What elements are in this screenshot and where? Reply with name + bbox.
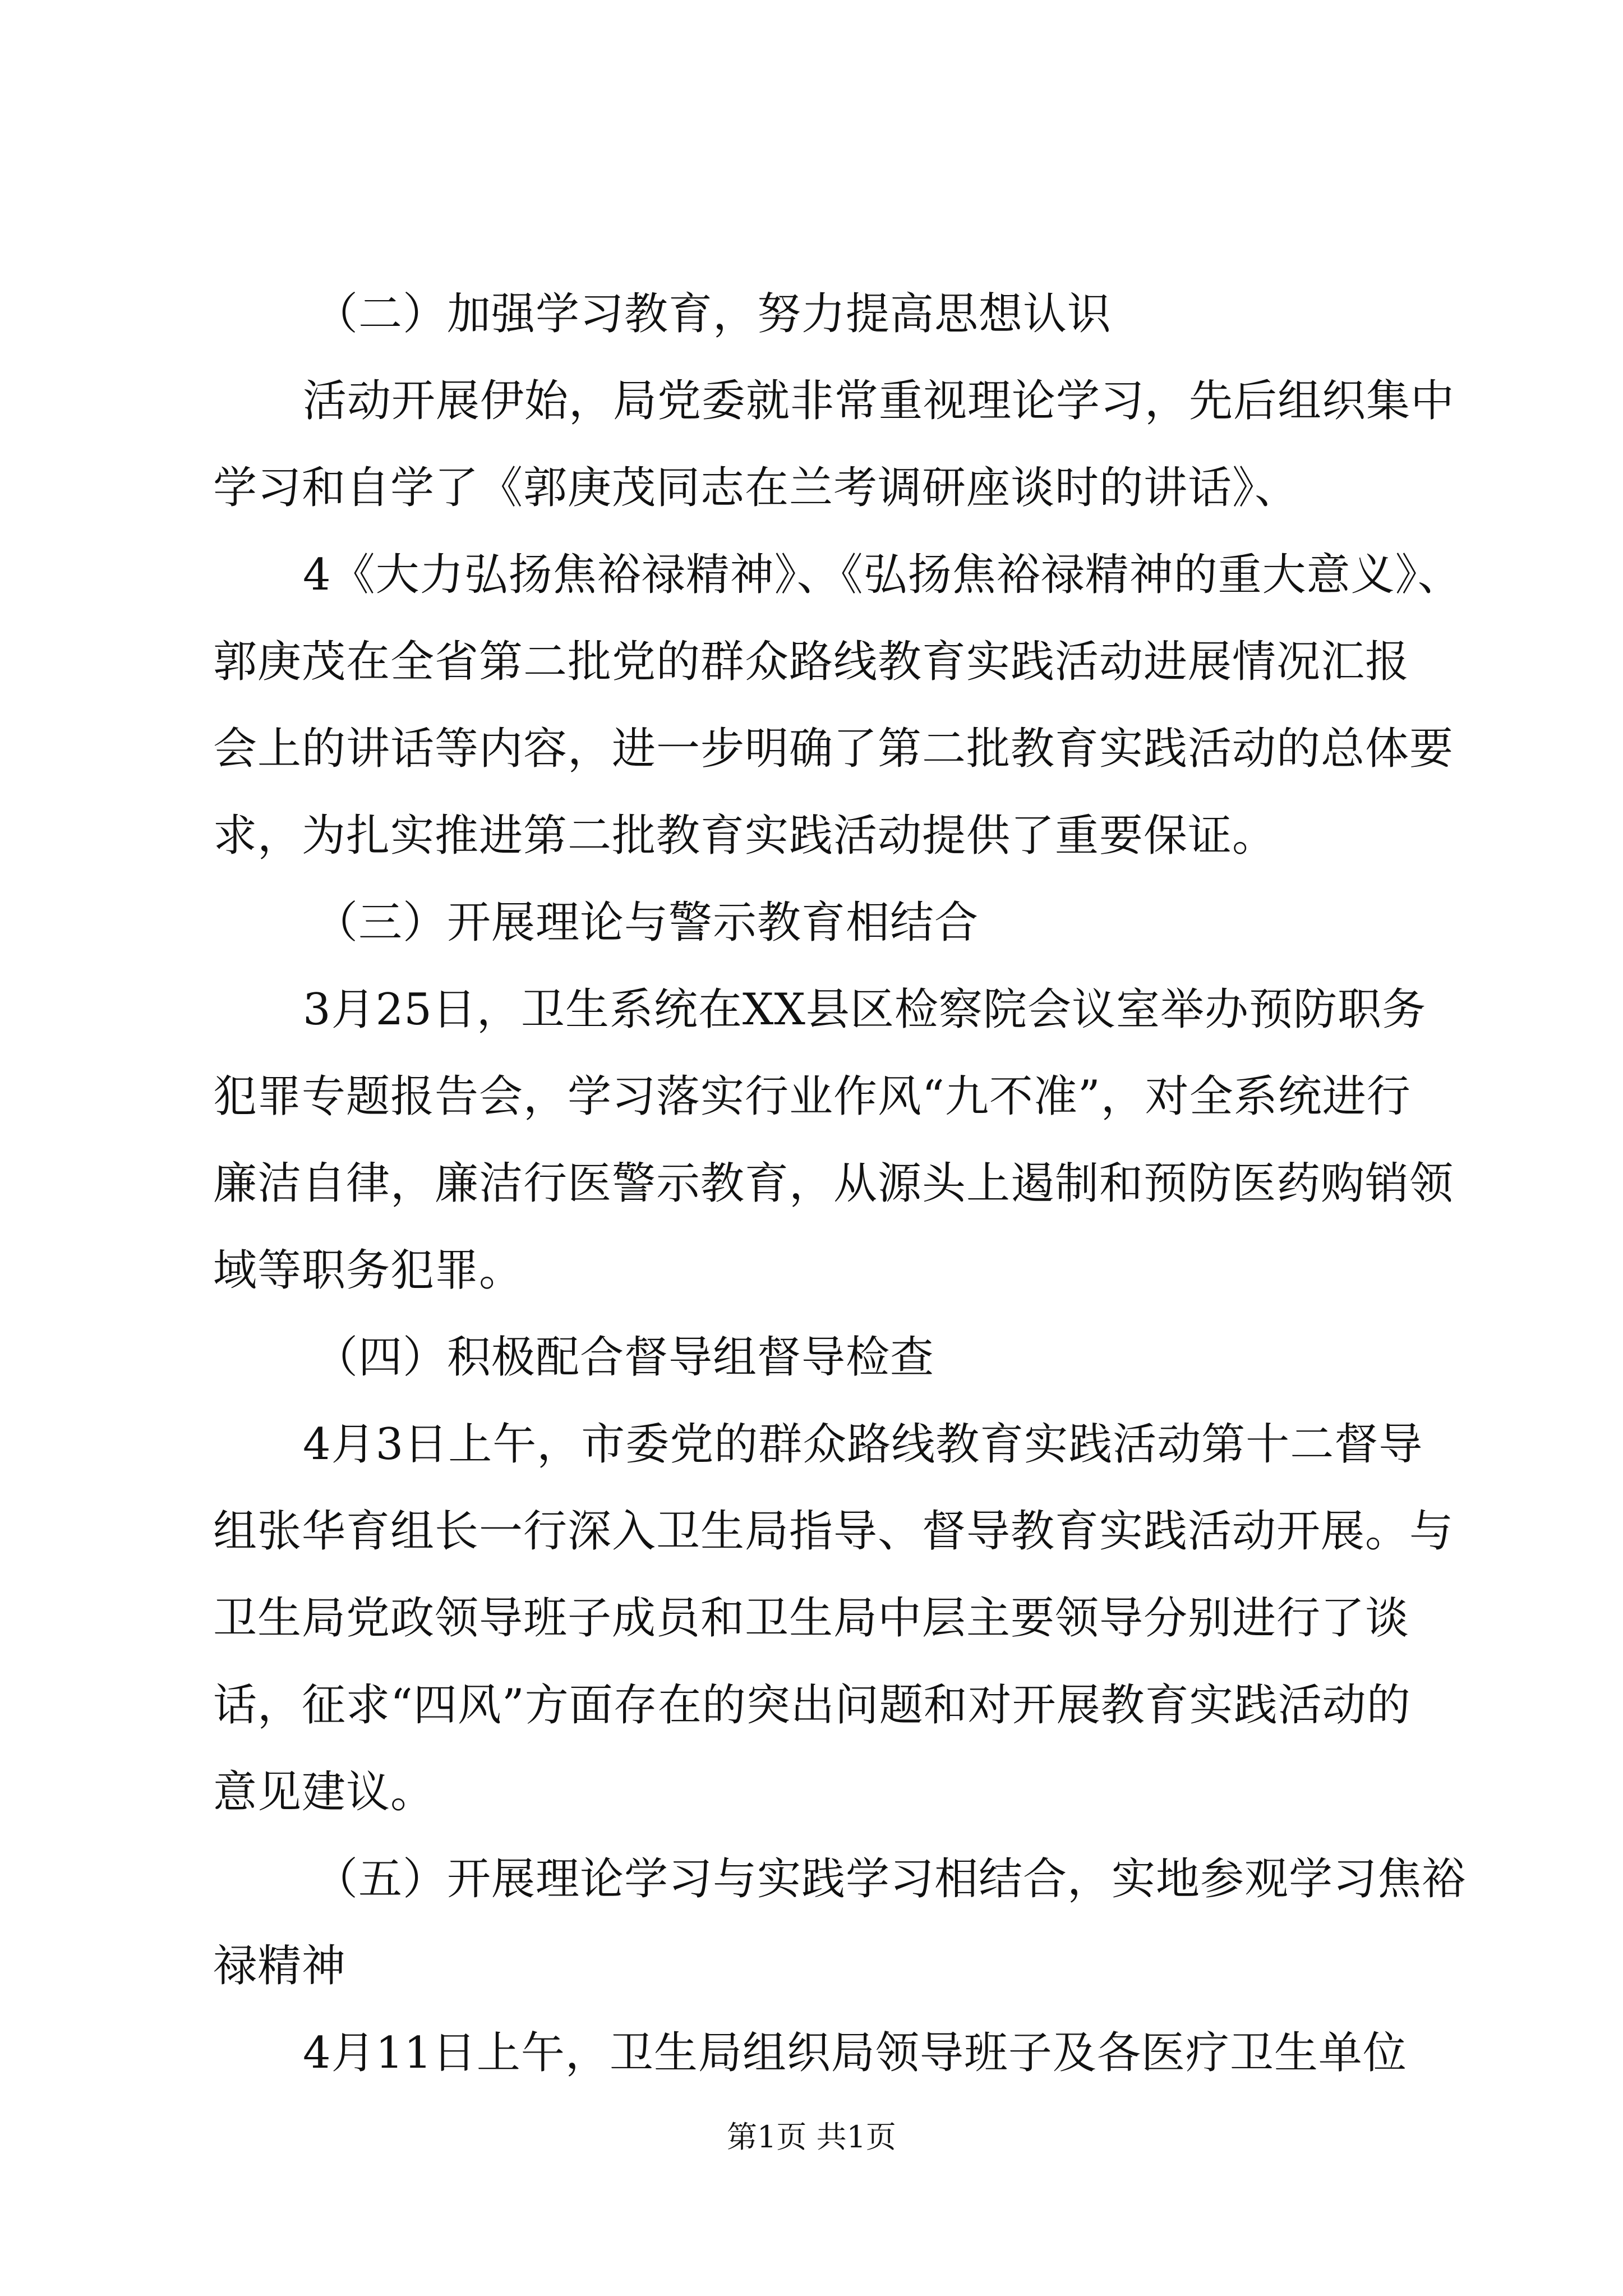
paragraph-line: 话，征求“四风”方面存在的突出问题和对开展教育实践活动的 bbox=[213, 1680, 1411, 1731]
paragraph-line: 4月11日上午，卫生局组织局领导班子及各医疗卫生单位 bbox=[303, 2028, 1407, 2078]
paragraph-line: 4月3日上午，市委党的群众路线教育实践活动第十二督导 bbox=[303, 1419, 1423, 1470]
heading-section-3: （三）开展理论与警示教育相结合 bbox=[314, 898, 979, 948]
page-footer: 第1页 共1页 bbox=[727, 2119, 896, 2155]
paragraph-line: 意见建议。 bbox=[213, 1767, 435, 1818]
paragraph-line: 郭庚茂在全省第二批党的群众路线教育实践活动进展情况汇报 bbox=[213, 637, 1410, 687]
heading-section-2: （二）加强学习教育，努力提高思想认识 bbox=[314, 289, 1112, 339]
paragraph-line: 犯罪专题报告会，学习落实行业作风“九不准”，对全系统进行 bbox=[213, 1071, 1411, 1122]
paragraph-line: 组张华育组长一行深入卫生局指导、督导教育实践活动开展。与 bbox=[213, 1506, 1454, 1557]
heading-section-4: （四）积极配合督导组督导检查 bbox=[314, 1332, 935, 1383]
paragraph-line: 廉洁自律，廉洁行医警示教育，从源头上遏制和预防医药购销领 bbox=[213, 1158, 1454, 1209]
paragraph-line: 域等职务犯罪。 bbox=[213, 1245, 524, 1296]
paragraph-line: 会上的讲话等内容，进一步明确了第二批教育实践活动的总体要 bbox=[213, 724, 1454, 774]
paragraph-line: 卫生局党政领导班子成员和卫生局中层主要领导分别进行了谈 bbox=[213, 1593, 1410, 1644]
paragraph-line: 学习和自学了《郭庚茂同志在兰考调研座谈时的讲话》、 bbox=[213, 463, 1299, 513]
paragraph-line: 活动开展伊始，局党委就非常重视理论学习，先后组织集中 bbox=[303, 376, 1455, 426]
paragraph-line: 4《大力弘扬焦裕禄精神》、《弘扬焦裕禄精神的重大意义》、 bbox=[303, 550, 1462, 600]
heading-section-5: （五）开展理论学习与实践学习相结合，实地参观学习焦裕 bbox=[314, 1854, 1467, 1904]
paragraph-line: 求，为扎实推进第二批教育实践活动提供了重要保证。 bbox=[213, 811, 1277, 861]
heading-section-5-continued: 禄精神 bbox=[213, 1941, 347, 1991]
paragraph-line: 3月25日，卫生系统在XX县区检察院会议室举办预防职务 bbox=[303, 984, 1426, 1035]
